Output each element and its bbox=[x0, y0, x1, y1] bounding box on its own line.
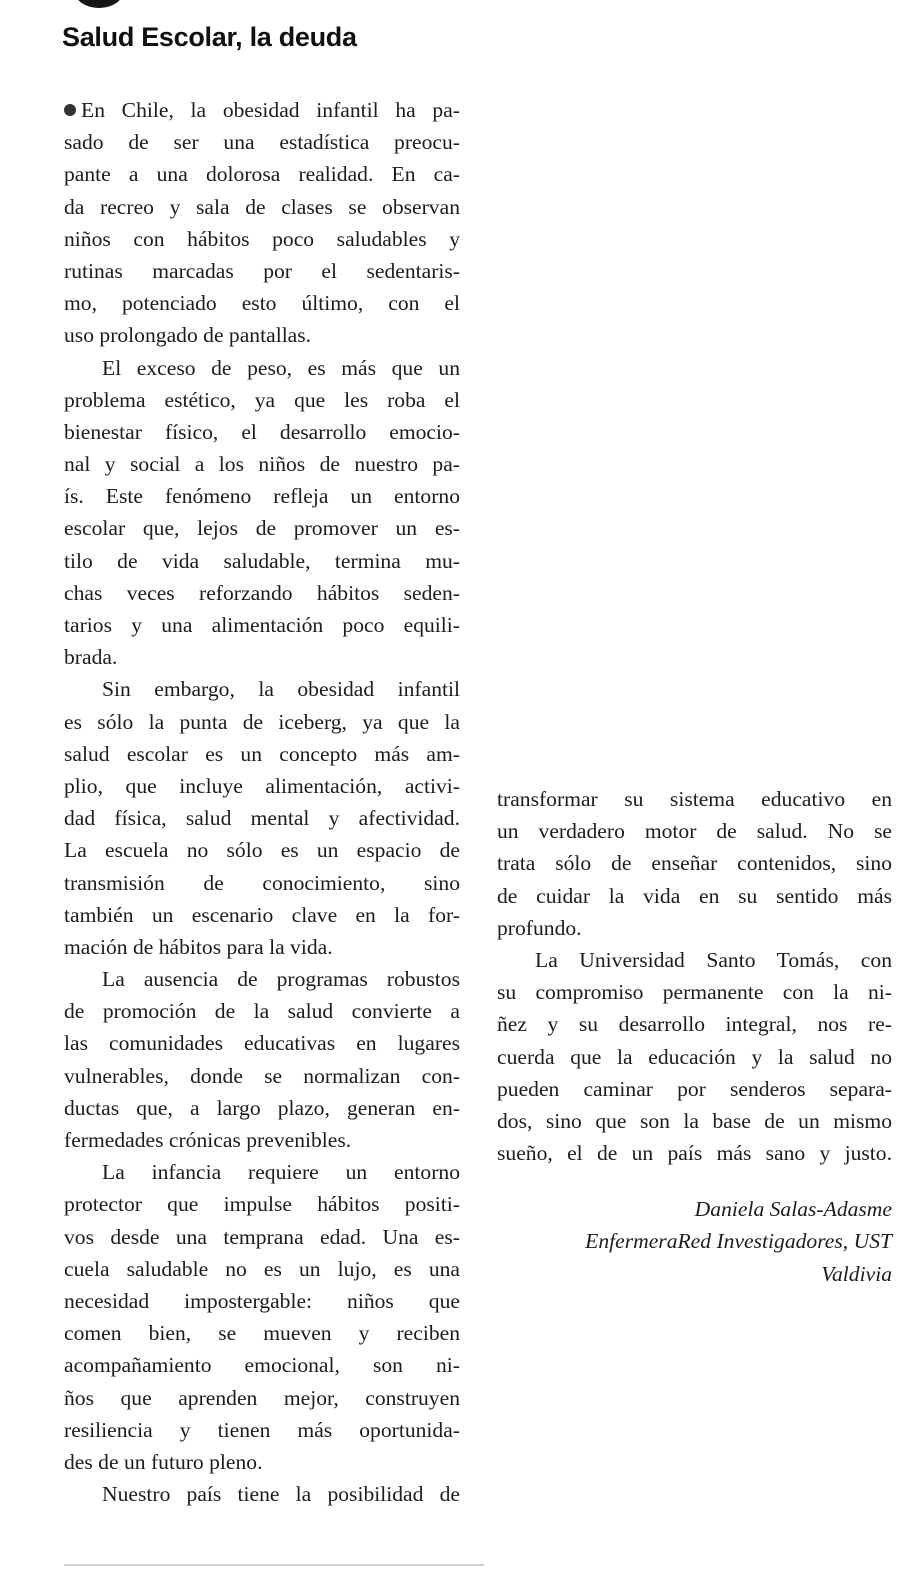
text-line: La escuela no sólo es un espacio de bbox=[64, 838, 460, 863]
text-line: profundo. bbox=[497, 915, 582, 940]
signature-spacer bbox=[497, 1169, 892, 1193]
text-line: resiliencia y tienen más oportunida- bbox=[64, 1417, 460, 1442]
text-line: problema estético, ya que les roba el bbox=[64, 387, 460, 412]
text-line: plio, que incluye alimentación, activi- bbox=[64, 773, 460, 798]
text-line: La Universidad Santo Tomás, con bbox=[535, 947, 892, 972]
text-line: acompañamiento emocional, son ni- bbox=[64, 1353, 460, 1378]
text-line: nal y social a los niños de nuestro pa- bbox=[64, 452, 460, 477]
text-line: un verdadero motor de salud. No se bbox=[497, 819, 892, 844]
text-line: ductas que, a largo plazo, generan en- bbox=[64, 1095, 460, 1120]
text-line: sado de ser una estadística preocu- bbox=[64, 130, 460, 155]
article-title: Salud Escolar, la deuda bbox=[62, 22, 357, 52]
text-line: es sólo la punta de iceberg, ya que la bbox=[64, 709, 460, 734]
bottom-divider bbox=[64, 1564, 484, 1566]
text-line: Nuestro país tiene la posibilidad de bbox=[102, 1482, 460, 1507]
text-line: tarios y una alimentación poco equili- bbox=[64, 613, 460, 637]
text-line: necesidad impostergable: niños que bbox=[64, 1288, 460, 1313]
bullet-icon bbox=[64, 104, 76, 116]
text-line: cuela saludable no es un lujo, es una bbox=[64, 1256, 460, 1281]
article-column-right bbox=[497, 783, 892, 1290]
text-line: pueden caminar por senderos separa- bbox=[497, 1076, 892, 1101]
text-line: El exceso de peso, es más que un bbox=[102, 355, 460, 380]
text-line: dad física, salud mental y afectividad. bbox=[64, 806, 460, 831]
text-line: salud escolar es un concepto más am- bbox=[64, 741, 460, 766]
section-logo-mark bbox=[74, 0, 124, 8]
text-line: de promoción de la salud convierte a bbox=[64, 999, 460, 1024]
text-line: uso prolongado de pantallas. bbox=[64, 323, 312, 348]
text-line: dos, sino que son la base de un mismo bbox=[497, 1108, 892, 1133]
text-line: La ausencia de programas robustos bbox=[102, 967, 460, 992]
text-line: transformar su sistema educativo en bbox=[497, 787, 892, 811]
text-line: fermedades crónicas prevenibles. bbox=[64, 1128, 352, 1152]
text-line: escolar que, lejos de promover un es- bbox=[64, 516, 460, 541]
text-line: da recreo y sala de clases se observan bbox=[64, 194, 460, 219]
author-name: Daniela Salas-Adasme bbox=[694, 1197, 892, 1222]
text-line: tilo de vida saludable, termina mu- bbox=[64, 548, 460, 573]
text-line: de cuidar la vida en su sentido más bbox=[497, 883, 892, 908]
text-line: protector que impulse hábitos positi- bbox=[64, 1192, 460, 1217]
author-role: EnfermeraRed Investigadores, UST bbox=[585, 1229, 892, 1254]
text-line: rutinas marcadas por el sedentaris- bbox=[64, 258, 460, 283]
text-line: transmisión de conocimiento, sino bbox=[64, 870, 460, 895]
text-line: bienestar físico, el desarrollo emocio- bbox=[64, 419, 460, 444]
text-line: las comunidades educativas en lugares bbox=[64, 1031, 460, 1056]
text-line: Sin embargo, la obesidad infantil bbox=[102, 677, 460, 702]
text-line: ñez y su desarrollo integral, nos re- bbox=[497, 1012, 892, 1037]
text-line: chas veces reforzando hábitos seden- bbox=[64, 580, 460, 605]
text-line: mación de hábitos para la vida. bbox=[64, 934, 333, 959]
text-line: niños con hábitos poco saludables y bbox=[64, 226, 460, 251]
article-column-left bbox=[64, 94, 460, 1510]
text-line: mo, potenciado esto último, con el bbox=[64, 291, 460, 316]
text-line: brada. bbox=[64, 645, 118, 670]
text-line: ños que aprenden mejor, construyen bbox=[64, 1385, 460, 1410]
text-line: des de un futuro pleno. bbox=[64, 1449, 263, 1474]
text-line: ís. Este fenómeno refleja un entorno bbox=[64, 484, 460, 509]
text-line: La infancia requiere un entorno bbox=[102, 1160, 460, 1185]
text-line: vulnerables, donde se normalizan con- bbox=[64, 1063, 460, 1088]
text-line: su compromiso permanente con la ni- bbox=[497, 980, 892, 1005]
text-line: comen bien, se mueven y reciben bbox=[64, 1321, 460, 1346]
text-line: trata sólo de enseñar contenidos, sino bbox=[497, 851, 892, 876]
section-label-cropped bbox=[140, 0, 290, 4]
text-line: cuerda que la educación y la salud no bbox=[497, 1044, 892, 1069]
text-line: sueño, el de un país más sano y justo. bbox=[497, 1141, 892, 1166]
author-city: Valdivia bbox=[821, 1261, 892, 1286]
text-line: también un escenario clave en la for- bbox=[64, 902, 460, 927]
text-line: En Chile, la obesidad infantil ha pa- bbox=[64, 94, 460, 126]
text-line: pante a una dolorosa realidad. En ca- bbox=[64, 162, 460, 187]
text-line: vos desde una temprana edad. Una es- bbox=[64, 1224, 460, 1249]
